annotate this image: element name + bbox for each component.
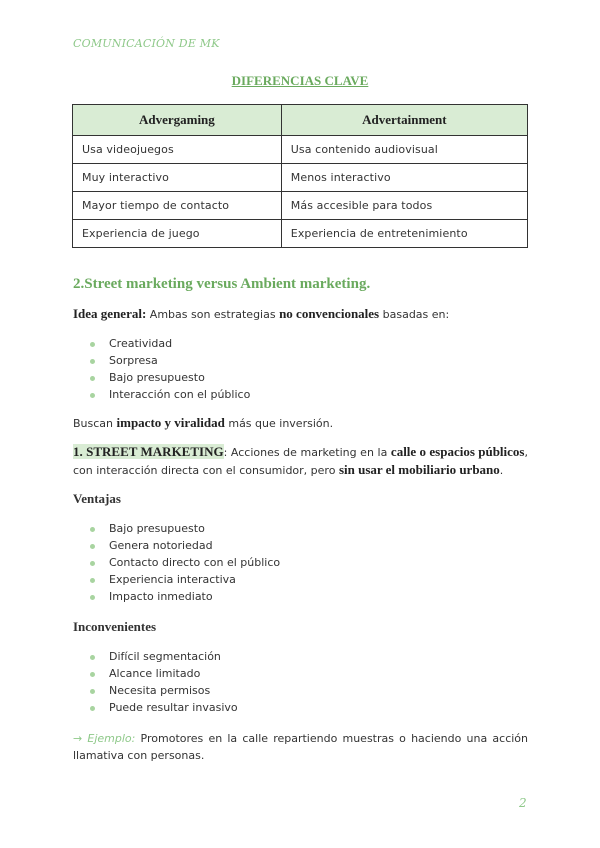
inconvenientes-heading: Inconvenientes <box>73 619 157 634</box>
inconvenientes-list <box>90 648 238 716</box>
table-cell: Usa contenido audiovisual <box>281 136 527 164</box>
idea-label: Idea general: <box>73 306 147 321</box>
table-cell: Experiencia de juego <box>73 220 282 248</box>
example-label: → Ejemplo: <box>73 732 136 745</box>
ventajas-heading: Ventajas <box>73 491 121 506</box>
summary-text: Buscan <box>73 417 117 430</box>
column-header-advergaming: Advergaming <box>73 105 282 136</box>
list-item: Bajo presupuesto <box>90 520 280 537</box>
table-header-row <box>73 105 528 136</box>
list-item: Impacto inmediato <box>90 588 280 605</box>
running-header: COMUNICACIÓN DE MK <box>73 37 220 50</box>
table-row <box>73 164 528 192</box>
idea-text: basadas en: <box>379 308 450 321</box>
list-item: Experiencia interactiva <box>90 571 280 588</box>
summary-bold: impacto y viralidad <box>116 415 225 430</box>
table-cell: Usa videojuegos <box>73 136 282 164</box>
table-cell: Experiencia de entretenimiento <box>281 220 527 248</box>
section-title: 2.Street marketing versus Ambient marketing. <box>73 276 371 292</box>
table-row <box>73 136 528 164</box>
street-text: , con interacción directa con el consumidor, pero <box>73 446 528 477</box>
street-text: . <box>499 464 504 477</box>
idea-bold: no convencionales <box>279 306 380 321</box>
street-bold: calle o espacios públicos <box>390 444 525 459</box>
example-text: Promotores en la calle repartiendo muestras o haciendo una acción llamativa con personas. <box>73 732 528 762</box>
list-item: Interacción con el público <box>90 386 250 403</box>
summary-paragraph <box>73 414 528 432</box>
list-item: Difícil segmentación <box>90 648 238 665</box>
idea-text: Ambas son estrategias <box>146 308 280 321</box>
table-cell: Menos interactivo <box>281 164 527 192</box>
characteristics-list <box>90 335 250 403</box>
list-item: Necesita permisos <box>90 682 238 699</box>
list-item: Sorpresa <box>90 352 250 369</box>
table-row <box>73 192 528 220</box>
ventajas-list <box>90 520 280 605</box>
example-paragraph <box>73 730 528 764</box>
list-item: Bajo presupuesto <box>90 369 250 386</box>
column-header-advertainment: Advertainment <box>281 105 527 136</box>
comparison-heading: DIFERENCIAS CLAVE <box>231 73 369 88</box>
street-text: : Acciones de marketing en la <box>223 446 391 459</box>
table-cell: Mayor tiempo de contacto <box>73 192 282 220</box>
list-item: Genera notoriedad <box>90 537 280 554</box>
table-cell: Más accesible para todos <box>281 192 527 220</box>
street-marketing-paragraph <box>73 443 528 479</box>
street-marketing-label: 1. STREET MARKETING <box>73 444 224 459</box>
table-row <box>73 220 528 248</box>
street-bold: sin usar el mobiliario urbano <box>338 462 500 477</box>
page-number: 2 <box>519 796 527 810</box>
summary-text: más que inversión. <box>224 417 334 430</box>
table-cell: Muy interactivo <box>73 164 282 192</box>
list-item: Alcance limitado <box>90 665 238 682</box>
list-item: Contacto directo con el público <box>90 554 280 571</box>
comparison-table <box>72 104 528 248</box>
list-item: Creatividad <box>90 335 250 352</box>
list-item: Puede resultar invasivo <box>90 699 238 716</box>
idea-paragraph <box>73 305 528 323</box>
